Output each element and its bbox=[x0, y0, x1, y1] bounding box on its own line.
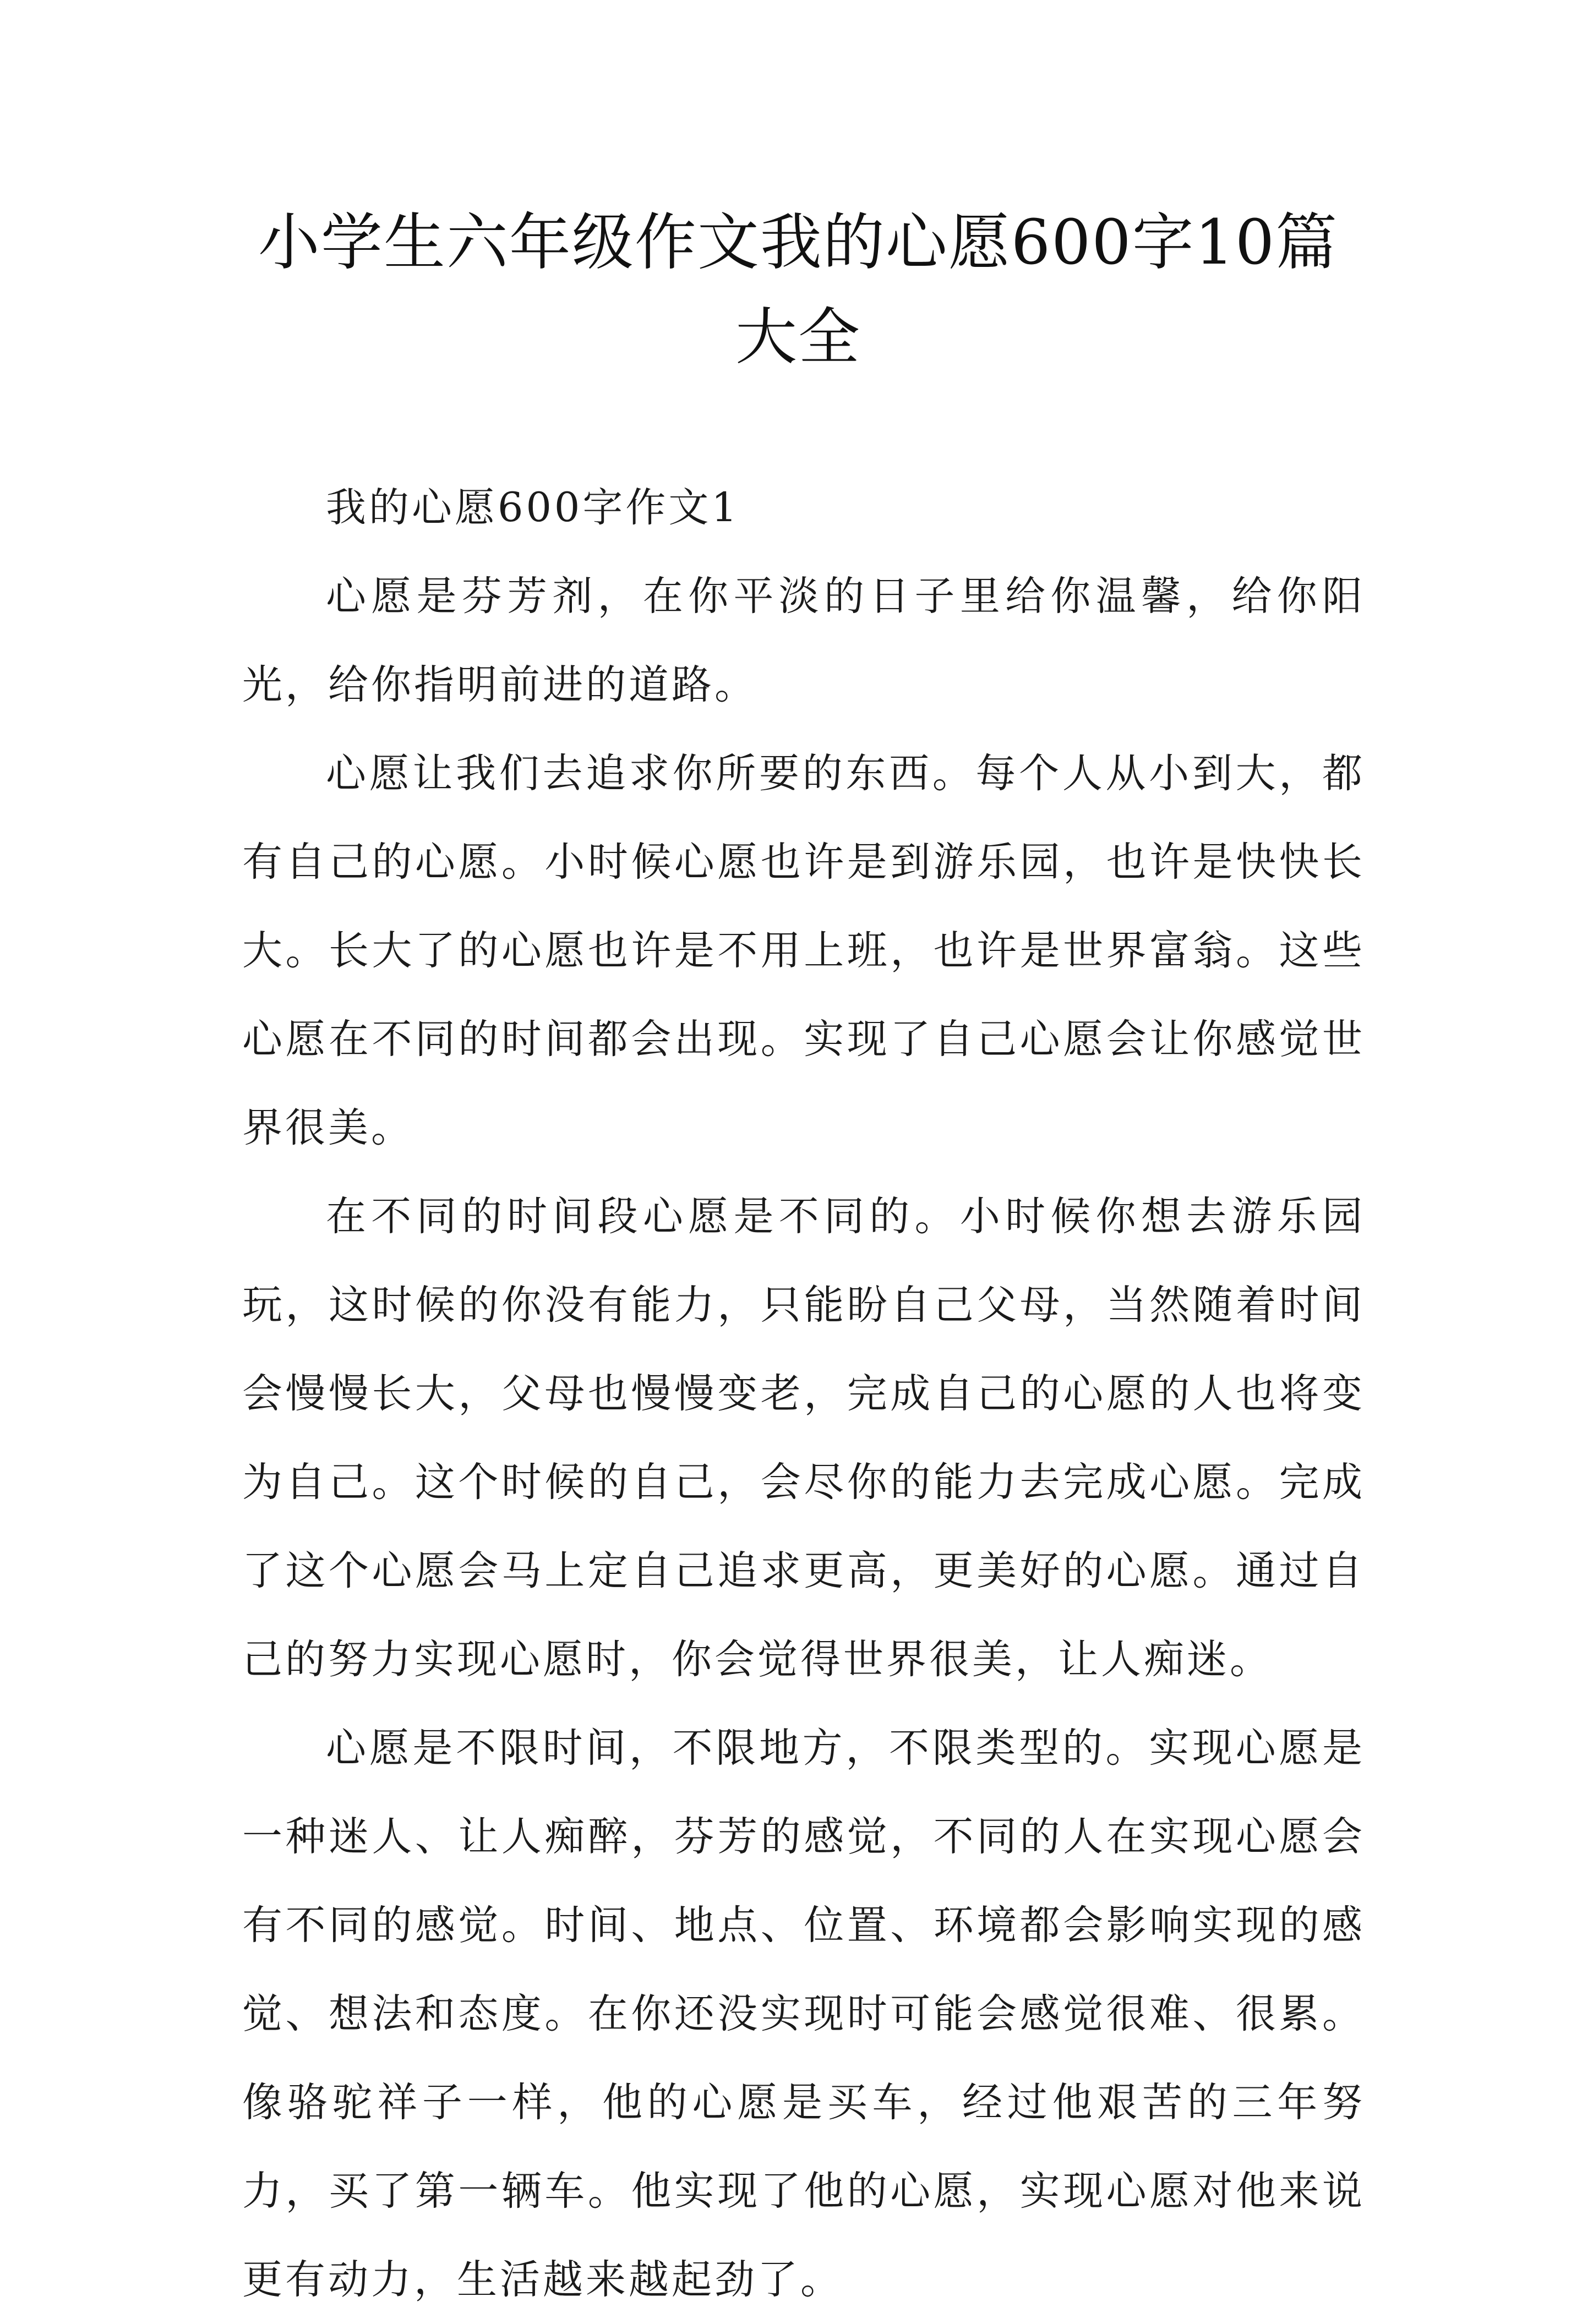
section-heading: 我的心愿600字作文1 bbox=[326, 484, 740, 531]
document-title: 小学生六年级作文我的心愿600字10篇大全 bbox=[258, 207, 1339, 373]
paragraph: 在不同的时间段心愿是不同的。小时候你想去游乐园玩，这时候的你没有能力，只能盼自己父母，当然随着时间会慢慢长大，父母也慢慢变老，完成自己的心愿的人也将变为自己。这个时候的自己，会尽你的能力去完成心愿。完成了这个心愿会马上定自己追求更高，更美好的心愿。通过自己的努力实现心愿时，你会觉得世界很美，让人痴迷。 bbox=[242, 1193, 1365, 1683]
paragraph: 心愿让我们去追求你所要的东西。每个人从小到大，都有自己的心愿。小时候心愿也许是到游乐园，也许是快快长大。长大了的心愿也许是不用上班，也许是世界富翁。这些心愿在不同的时间都会出现。实现了自己心愿会让你感觉世界很美。 bbox=[242, 750, 1365, 1151]
paragraph: 心愿是芬芳剂，在你平淡的日子里给你温馨，给你阳光，给你指明前进的道路。 bbox=[242, 573, 1365, 708]
document-body bbox=[242, 463, 1365, 2324]
paragraph: 心愿是不限时间，不限地方，不限类型的。实现心愿是一种迷人、让人痴醉，芬芳的感觉，不同的人在实现心愿会有不同的感觉。时间、地点、位置、环境都会影响实现的感觉、想法和态度。在你还没实现时可能会感觉很难、很累。像骆驼祥子一样，他的心愿是买车，经过他艰苦的三年努力，买了第一辆车。他实现了他的心愿，实现心愿对他来说更有动力，生活越来越起劲了。 bbox=[242, 1725, 1365, 2303]
